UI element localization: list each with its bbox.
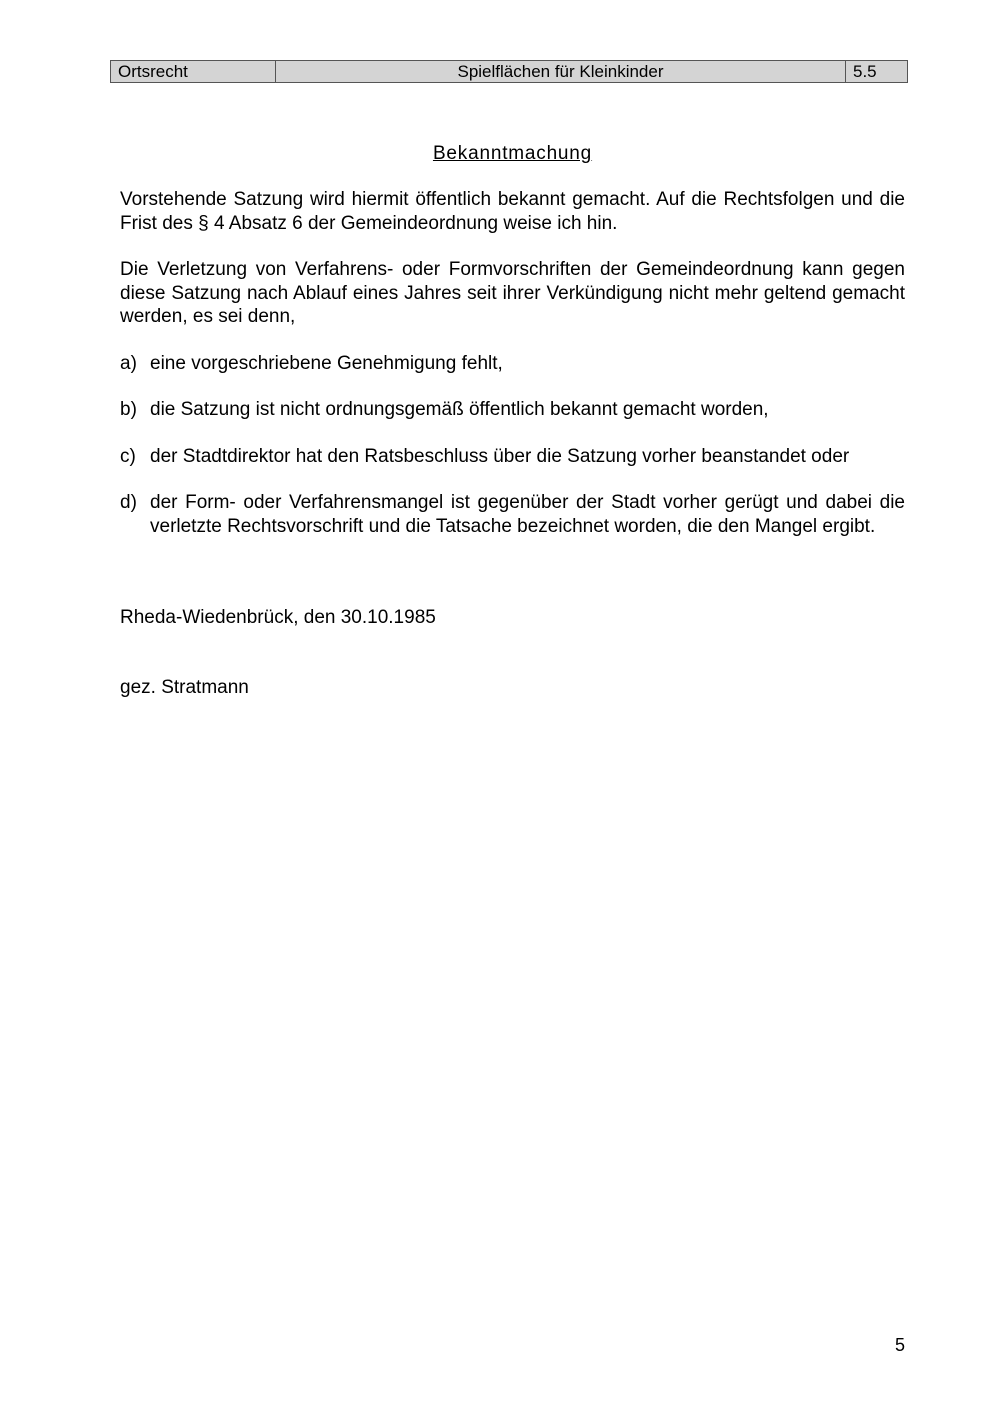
paragraph-intro: Vorstehende Satzung wird hiermit öffentlich bekannt gemacht. Auf die Rechtsfolgen und die Frist des § 4 Absatz 6 der Gemeindeordnung weise ich hin. [120, 189, 905, 234]
list-text: eine vorgeschriebene Genehmigung fehlt, [150, 352, 503, 374]
list-item [120, 445, 905, 469]
list-marker: b) [120, 399, 137, 420]
header-category: Ortsrecht [111, 61, 276, 83]
list-item [120, 352, 905, 376]
list-marker: c) [120, 445, 136, 467]
list-text: der Form- oder Verfahrensmangel ist gegenüber der Stadt vorher gerügt und dabei die verletzte Rechtsvorschrift und die Tatsache bezeichnet worden, die den Mangel ergibt. [150, 492, 905, 537]
list-item [120, 491, 905, 538]
announcement-heading: Bekanntmachung [432, 143, 593, 164]
list-text: die Satzung ist nicht ordnungsgemäß öffentlich bekannt gemacht worden, [150, 399, 769, 420]
signature-line: gez. Stratmann [120, 677, 249, 698]
header-section-number: 5.5 [846, 61, 908, 83]
list-text: der Stadtdirektor hat den Ratsbeschluss über die Satzung vorher beanstandet oder [150, 445, 850, 467]
paragraph-legal-notice: Die Verletzung von Verfahrens- oder Formvorschriften der Gemeindeordnung kann gegen diese Satzung nach Ablauf eines Jahres seit ihrer Verkündigung nicht mehr geltend gemacht werden, es sei denn, [120, 259, 905, 327]
place-and-date: Rheda-Wiedenbrück, den 30.10.1985 [120, 607, 436, 628]
page-number: 5 [894, 1335, 905, 1355]
document-body [120, 140, 905, 561]
document-header [110, 60, 908, 83]
list-marker: d) [120, 492, 137, 513]
list-item [120, 398, 905, 422]
exception-list [120, 352, 905, 539]
list-marker: a) [120, 352, 137, 374]
header-title: Spielflächen für Kleinkinder [276, 61, 846, 83]
